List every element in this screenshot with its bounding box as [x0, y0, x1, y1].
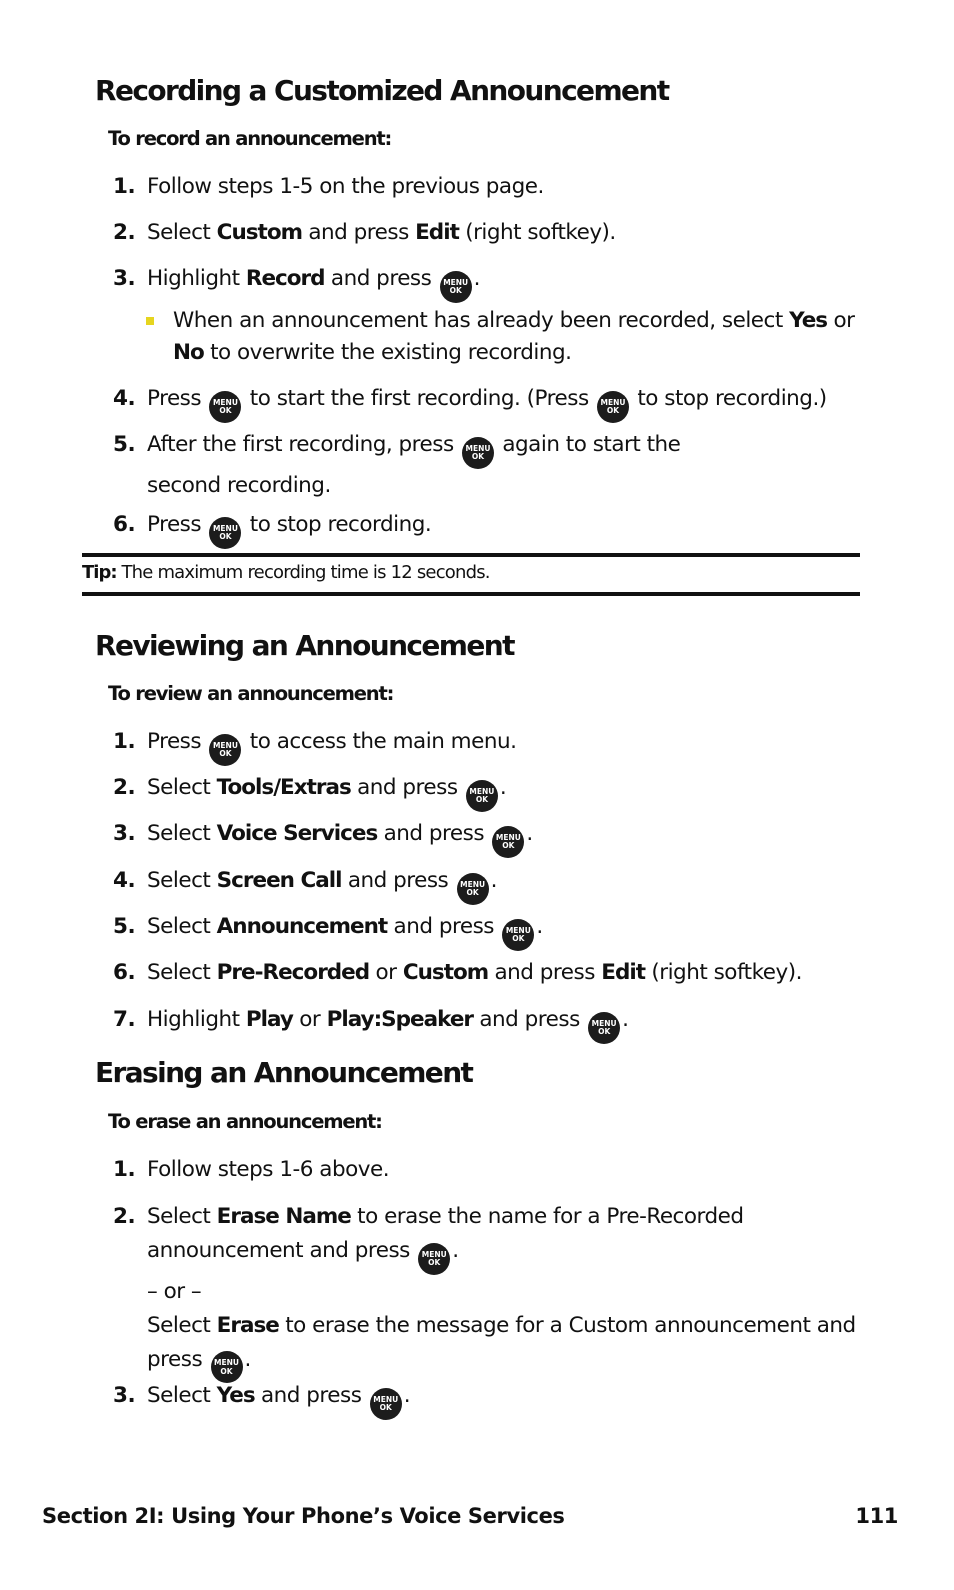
menu-ok-key-icon: MENU OK	[209, 517, 241, 549]
tip-bottom-rule	[82, 592, 860, 596]
step-number: 2.	[113, 775, 136, 800]
step-number: 6.	[113, 960, 136, 985]
tip-text: The maximum recording time is 12 seconds.	[116, 562, 490, 583]
list-item	[113, 1003, 873, 1044]
list-item	[113, 170, 873, 204]
step-number: 3.	[113, 1383, 136, 1408]
step-number: 4.	[113, 868, 136, 893]
list-item	[113, 428, 873, 503]
step-text: Select Yes and press MENU OK .	[147, 1379, 873, 1420]
step-number: 5.	[113, 432, 136, 457]
step-number: 2.	[113, 220, 136, 245]
step-text: Follow steps 1-5 on the previous page.	[147, 174, 544, 199]
list-item	[113, 1379, 873, 1420]
step-number: 1.	[113, 1157, 136, 1182]
bullet-square-icon	[146, 317, 154, 325]
step-number: 1.	[113, 174, 136, 199]
menu-ok-key-icon: MENU OK	[211, 1351, 243, 1383]
list-item	[144, 305, 864, 369]
list-item	[113, 817, 873, 858]
step-text: Press MENU OK to start the first recording. (Press MENU OK to stop recording.)	[147, 382, 873, 423]
step-text: Select Erase Name to erase the name for a Pre-Recorded announcement and press MENU OK . – or – Select Erase to erase the message for a Custom announcement and press MENU OK .	[147, 1200, 873, 1383]
step-text: Select Screen Call and press MENU OK .	[147, 864, 873, 905]
menu-ok-key-icon: MENU OK	[457, 873, 489, 905]
menu-ok-key-icon: MENU OK	[588, 1012, 620, 1044]
heading-reviewing: Reviewing an Announcement	[95, 629, 514, 662]
step-number: 2.	[113, 1204, 136, 1229]
footer-section-title: Section 2I: Using Your Phone’s Voice Services	[42, 1504, 565, 1528]
menu-ok-key-icon: MENU OK	[209, 734, 241, 766]
menu-ok-key-icon: MENU OK	[492, 826, 524, 858]
menu-ok-key-icon: MENU OK	[597, 391, 629, 423]
list-item	[113, 1200, 873, 1383]
heading-erasing: Erasing an Announcement	[95, 1056, 473, 1089]
menu-ok-key-icon: MENU OK	[502, 919, 534, 951]
list-item	[113, 956, 873, 990]
menu-ok-key-icon: MENU OK	[440, 271, 472, 303]
step-text: Follow steps 1-6 above.	[147, 1157, 390, 1182]
tip-box	[82, 562, 490, 583]
step-text: After the first recording, press MENU OK again to start the second recording.	[147, 432, 681, 498]
menu-ok-key-icon: MENU OK	[418, 1243, 450, 1275]
list-item	[113, 262, 873, 303]
step-number: 3.	[113, 266, 136, 291]
list-item	[113, 864, 873, 905]
step-text: Press MENU OK to stop recording.	[147, 508, 873, 549]
tip-top-rule	[82, 553, 860, 557]
step-text: Select Custom and press Edit (right softkey).	[147, 220, 616, 245]
subheading-record: To record an announcement:	[108, 127, 392, 150]
list-item	[113, 910, 873, 951]
menu-ok-key-icon: MENU OK	[209, 391, 241, 423]
menu-ok-key-icon: MENU OK	[370, 1388, 402, 1420]
step-text: Select Pre-Recorded or Custom and press Edit (right softkey).	[147, 960, 802, 985]
step-number: 5.	[113, 914, 136, 939]
heading-recording: Recording a Customized Announcement	[95, 74, 669, 107]
list-item	[113, 725, 873, 766]
list-item	[113, 216, 873, 250]
step-number: 6.	[113, 512, 136, 537]
footer-page-number: 111	[855, 1504, 898, 1528]
step-number: 7.	[113, 1007, 136, 1032]
subheading-erase: To erase an announcement:	[108, 1110, 382, 1133]
step-text: Highlight Play or Play:Speaker and press MENU OK .	[147, 1003, 873, 1044]
list-item	[113, 1153, 873, 1187]
bullet-text: When an announcement has already been recorded, select Yes or No to overwrite the existing recording.	[173, 308, 855, 365]
list-item	[113, 771, 873, 812]
step-text: Select Voice Services and press MENU OK .	[147, 817, 873, 858]
list-item	[113, 508, 873, 549]
step-number: 1.	[113, 729, 136, 754]
list-item	[113, 382, 873, 423]
step-number: 3.	[113, 821, 136, 846]
subheading-review: To review an announcement:	[108, 682, 394, 705]
menu-ok-key-icon: MENU OK	[462, 437, 494, 469]
step-text: Highlight Record and press MENU OK .	[147, 262, 873, 303]
tip-label: Tip:	[82, 562, 117, 583]
step-text: Press MENU OK to access the main menu.	[147, 725, 873, 766]
step-number: 4.	[113, 386, 136, 411]
menu-ok-key-icon: MENU OK	[466, 780, 498, 812]
step-text: Select Announcement and press MENU OK .	[147, 910, 873, 951]
step-text: Select Tools/Extras and press MENU OK .	[147, 771, 873, 812]
